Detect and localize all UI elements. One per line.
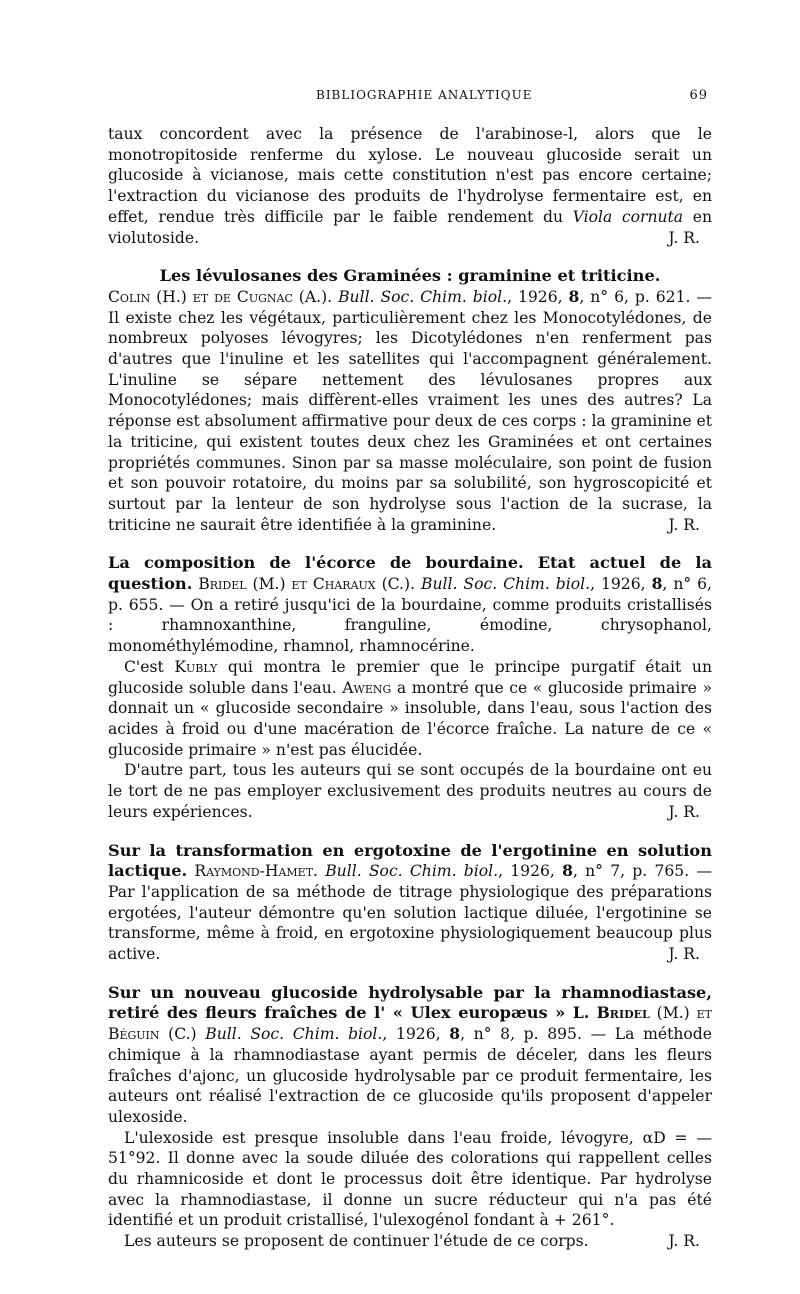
article-title: Sur la transformation en ergotoxine de l'ergotinine en solution lactique. (108, 840, 712, 881)
text-run: qui montra le premier que le principe purgatif était un glucoside soluble dans l'eau. (108, 657, 712, 697)
article-ulexoside (108, 983, 712, 1252)
article-text (108, 841, 712, 965)
article-text (108, 983, 712, 1128)
author-name: Aweng (342, 678, 392, 697)
abstract: La méthode chimique à la rhamnodiastase ayant permis de déceler, dans les fleurs fraîches d'ajonc, un glucoside hydrolysable par ce produit fermentaire, les auteurs ont réalisé l'extraction de ce glucoside qu'ils proposent d'appeler ulexoside. (108, 1025, 712, 1126)
journal-name: Bull. Soc. Chim. biol. (421, 575, 591, 594)
text-run: Il donne avec la soude diluée des colorations qui rappellent celles du rhamnicoside et dont le processus doit être identique. Par hydrolyse avec la rhamnodiastase, il donne un sucre réducteur qui n'a pas été identifié et un produit cristallisé, l'ulexogénol fondant à + 261°. (108, 1149, 712, 1230)
article-text (108, 553, 712, 657)
article-authors: Raymond-Hamet. (187, 862, 326, 881)
article-title: La composition de l'écorce de bourdaine. Etat actuel de la question. (108, 553, 712, 594)
text-run: C'est (124, 657, 175, 676)
ref-issue: , n° 8, p. 895. — (460, 1025, 615, 1044)
article-paragraph (108, 1128, 712, 1232)
intro-text: taux concordent avec la présence de l'arabinose-l, alors que le monotropitoside renferme du xylose. Le nouveau glucoside serait un glucoside à vicianose, mais cette constitution n'est pas encore certaine; l'extraction du vicianose des produits de l'hydrolyse fermentaire est, en effet, rendue très difficile par le faible rendement du (108, 125, 712, 226)
signature: J. R. (668, 945, 700, 964)
text-run: Les auteurs se proposent de continuer l'étude de ce corps. (124, 1232, 589, 1251)
journal-name: Bull. Soc. Chim. biol. (205, 1025, 383, 1044)
ref-issue: , n° 6, p. 655. — (108, 575, 712, 614)
ref-year: , 1926, (498, 862, 563, 881)
abstract: On a retiré jusqu'ici de la bourdaine, comme produits cristallisés : rhamnoxanthine, franguline, émodine, chrysophanol, monométhylémodine, rhamnol, rhamnocérine. (108, 595, 713, 656)
ref-issue: , n° 6, p. 621. — (579, 287, 712, 306)
article-paragraph (108, 1231, 712, 1252)
author-name: Kubly (174, 657, 218, 676)
ref-year: , 1926, (382, 1025, 450, 1044)
signature: J. R. (668, 228, 700, 247)
intro-italic-species: Viola cornuta (572, 207, 684, 226)
article-text (108, 287, 712, 535)
article-levulosanes (108, 266, 712, 535)
page-number: 69 (689, 88, 708, 103)
rotation-value: αD = —51°92. (108, 1128, 712, 1168)
signature: J. R. (668, 515, 700, 534)
text-run: L'ulexoside est presque insoluble dans l'eau froide, lévogyre, (124, 1128, 643, 1147)
abstract: Il existe chez les végétaux, particulièrement chez les Monocotylédones, de nombreux polyoses lévogyres; les Dicotylédones n'en renferment pas d'autres que l'inuline et les satellites qui l'accompagnent généralement. L'inuline se sépare nettement des lévulosanes propres aux Monocotylédones; mais diffèrent-elles vraiment les unes des autres? La réponse est absolument affirmative pour deux de ces corps : la graminine et la triticine, qui existent toutes deux chez les Graminées et ont certaines propriétés communes. Sinon par sa masse moléculaire, son point de fusion et son pouvoir rotatoire, du moins par sa solubilité, son hygroscopicité et surtout par la lenteur de son hydrolyse sous l'action de la sucrase, la triticine ne saurait être identifiée à la graminine. (108, 308, 713, 534)
volume: 8 (651, 574, 663, 594)
article-authors: Colin (H.) et de Cugnac (A.). (108, 287, 339, 306)
ref-year: , 1926, (507, 287, 569, 306)
signature: J. R. (668, 802, 700, 821)
signature: J. R. (668, 1232, 700, 1251)
article-title-text: Les lévulosanes des Graminées : graminine et triticine. (159, 266, 661, 286)
article-authors: (M.) et Béguin (C.) (108, 1004, 712, 1044)
running-header (108, 88, 708, 108)
volume: 8 (568, 286, 580, 306)
text-run: D'autre part, tous les auteurs qui se sont occupés de la bourdaine ont eu le tort de ne pas employer exclusivement des produits neutres au cours de leurs expériences. (108, 761, 712, 821)
article-ergotoxine (108, 841, 712, 965)
volume: 8 (562, 861, 573, 881)
page-body (108, 124, 712, 1252)
article-paragraph (108, 760, 712, 822)
lead-author: L. Bridel (572, 1003, 650, 1023)
journal-name: Bull. Soc. Chim. biol. (338, 287, 508, 306)
text-run: a montré que ce « glucoside primaire » donnait un « glucoside secondaire » insoluble, dans l'eau, sous l'action des acides à froid ou d'une macération de l'écorce fraîche. La nature de ce « glucoside primaire » n'est pas élucidée. (108, 678, 712, 759)
article-authors: Bridel (M.) et Charaux (C.). (192, 575, 421, 594)
running-title: BIBLIOGRAPHIE ANALYTIQUE (316, 88, 533, 102)
volume: 8 (449, 1024, 461, 1044)
intro-paragraph (108, 124, 712, 248)
article-title: Sur un nouveau glucoside hydrolysable par la rhamnodiastase, retiré des fleurs fraîches de l' « Ulex europæus » (108, 982, 712, 1023)
article-paragraph (108, 657, 712, 761)
journal-name: Bull. Soc. Chim. biol. (325, 862, 499, 881)
intro-end: en violutoside. (108, 207, 712, 247)
article-title (108, 266, 712, 287)
article-bourdaine (108, 553, 712, 822)
ref-issue: , n° 7, p. 765. (572, 862, 690, 881)
ref-year: , 1926, (590, 575, 652, 594)
abstract: — Par l'application de sa méthode de titrage physiologique des préparations ergotées, l'auteur démontre qu'en solution lactique diluée, l'ergotinine se transforme, même à froid, en ergotoxine physiologiquement beaucoup plus active. (108, 862, 712, 964)
